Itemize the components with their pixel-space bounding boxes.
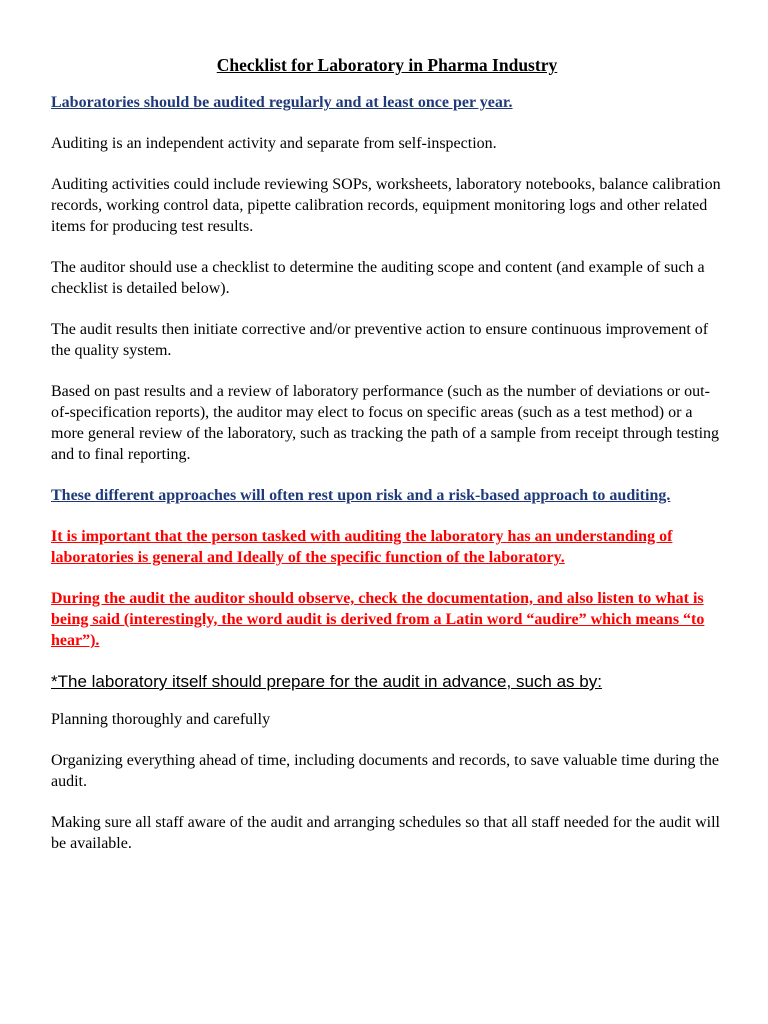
document-page	[51, 54, 723, 874]
audit-frequency-statement: Laboratories should be audited regularly and at least once per year.	[51, 94, 513, 111]
paragraph-organizing: Organizing everything ahead of time, including documents and records, to save valuable time during the audit.	[51, 752, 719, 790]
paragraph-audit-results: The audit results then initiate corrective and/or preventive action to ensure continuous improvement of the quality system.	[51, 321, 709, 359]
paragraph-checklist-use: The auditor should use a checklist to determine the auditing scope and content (and example of such a checklist is detailed below).	[51, 259, 705, 297]
document-title: Checklist for Laboratory in Pharma Industry	[216, 55, 558, 75]
auditor-observe-statement: During the audit the auditor should observe, check the documentation, and also listen to what is being said (interestingly, the word audit is derived from a Latin word “audire” which means “to hear”).	[51, 590, 705, 649]
paragraph-staff-awareness: Making sure all staff aware of the audit and arranging schedules so that all staff needed for the audit will be available.	[51, 814, 720, 852]
laboratory-preparation-heading: *The laboratory itself should prepare for the audit in advance, such as by:	[51, 672, 602, 691]
paragraph-planning: Planning thoroughly and carefully	[51, 711, 271, 728]
risk-based-approach-statement: These different approaches will often rest upon risk and a risk-based approach to auditing.	[51, 487, 671, 504]
auditor-understanding-statement: It is important that the person tasked with auditing the laboratory has an understanding of laboratories is general and Ideally of the specific function of the laboratory.	[51, 528, 673, 566]
paragraph-independent-activity: Auditing is an independent activity and separate from self-inspection.	[51, 135, 497, 152]
paragraph-auditing-activities: Auditing activities could include reviewing SOPs, worksheets, laboratory notebooks, balance calibration records, working control data, pipette calibration records, equipment monitoring logs and other related items for producing test results.	[51, 176, 721, 235]
paragraph-past-results: Based on past results and a review of laboratory performance (such as the number of deviations or out-of-specification reports), the auditor may elect to focus on specific areas (such as a test method) or a more general review of the laboratory, such as tracking the path of a sample from receipt through testing and to final reporting.	[51, 383, 720, 463]
